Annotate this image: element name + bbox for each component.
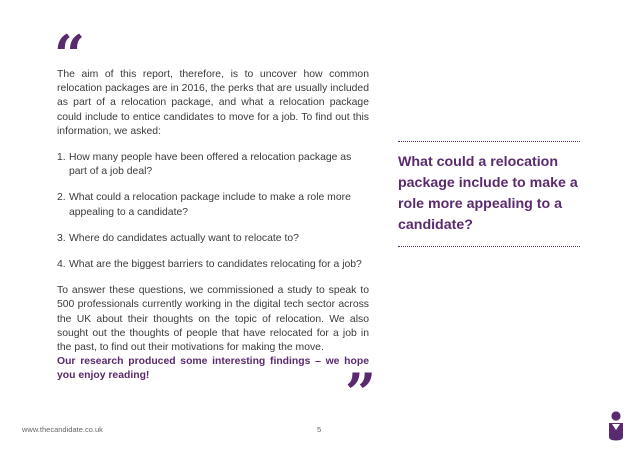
list-item-number: 4. — [57, 259, 66, 271]
intro-paragraph: The aim of this report, therefore, is to uncover how common relocation packages are in 2016, the perks that are usually included as part of a relocation package, and what a relocation package could include to entice candidates to move for a job. To find out this information, we asked: — [57, 69, 369, 137]
list-item — [57, 258, 369, 272]
body-paragraph: To answer these questions, we commissioned a study to speak to 500 professionals currently working in the digital tech sector across the UK about their thoughts on the topic of relocation. We also sought out the thoughts of people that have relocated for a job in the past, to find out their motivations for making the move. — [57, 285, 369, 354]
closing-statement: Our research produced some interesting findings – we hope you enjoy reading! — [57, 356, 369, 382]
page-number: 5 — [317, 425, 322, 434]
list-item-number: 1. — [57, 152, 66, 164]
dotted-divider-bottom — [398, 246, 580, 247]
dotted-divider-top — [398, 141, 580, 142]
question-list — [57, 151, 369, 272]
open-quote-mark: “ — [54, 23, 86, 87]
list-item — [57, 191, 369, 219]
list-item-number: 2. — [57, 192, 66, 204]
list-item-text: What are the biggest barriers to candidates relocating for a job? — [69, 259, 362, 271]
list-item — [57, 151, 369, 179]
list-item-text: What could a relocation package include to make a role more appealing to a candidate? — [69, 192, 351, 218]
list-item-text: Where do candidates actually want to relocate to? — [69, 232, 299, 244]
list-item-number: 3. — [57, 232, 66, 244]
pull-quote-box — [398, 141, 580, 247]
footer-url[interactable]: www.thecandidate.co.uk — [22, 425, 103, 434]
list-item — [57, 232, 369, 246]
main-text-column — [57, 68, 369, 384]
list-item-text: How many people have been offered a relocation package as part of a job deal? — [69, 152, 352, 178]
person-icon — [608, 411, 624, 441]
pull-quote-text: What could a relocation package include to make a role more appealing to a candidate? — [398, 154, 578, 233]
close-quote-mark: ” — [345, 361, 377, 425]
